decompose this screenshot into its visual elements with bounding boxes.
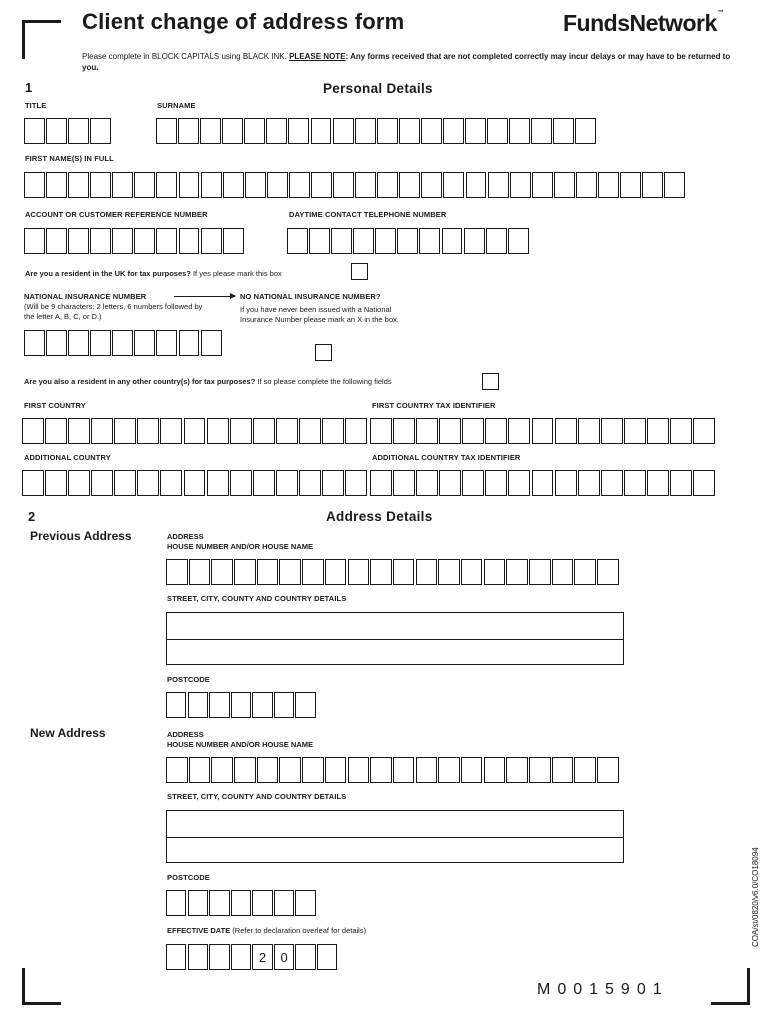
char-box[interactable] <box>576 172 597 198</box>
char-box[interactable] <box>333 172 354 198</box>
previous-address-label: ADDRESS <box>167 532 204 541</box>
char-box[interactable] <box>311 118 332 144</box>
char-box[interactable] <box>578 418 600 444</box>
char-box[interactable] <box>188 692 208 718</box>
char-box[interactable] <box>189 559 211 585</box>
char-box[interactable] <box>345 418 367 444</box>
char-box[interactable] <box>112 228 133 254</box>
char-box[interactable] <box>156 118 177 144</box>
char-box[interactable] <box>370 757 392 783</box>
char-box[interactable] <box>370 559 392 585</box>
char-box[interactable] <box>664 172 685 198</box>
char-box[interactable] <box>266 118 287 144</box>
char-box[interactable] <box>230 418 252 444</box>
char-box[interactable] <box>91 418 113 444</box>
char-box[interactable] <box>134 330 155 356</box>
char-box[interactable] <box>68 172 89 198</box>
char-box[interactable] <box>279 757 301 783</box>
char-box[interactable] <box>355 118 376 144</box>
char-box[interactable] <box>201 172 222 198</box>
char-box[interactable] <box>184 470 206 496</box>
first-country-boxes[interactable] <box>22 418 367 444</box>
char-box[interactable] <box>46 118 67 144</box>
char-box[interactable] <box>597 757 619 783</box>
char-box[interactable] <box>529 559 551 585</box>
char-box[interactable] <box>207 418 229 444</box>
char-box[interactable] <box>574 559 596 585</box>
previous-street-label: STREET, CITY, COUNTY AND COUNTRY DETAILS <box>167 594 347 603</box>
char-box[interactable] <box>302 757 324 783</box>
char-box[interactable] <box>416 418 438 444</box>
ni-number-help: (Will be 9 characters: 2 letters, 6 numbers followed by the letter A, B, C, or D.) <box>24 302 203 321</box>
char-box[interactable] <box>253 418 275 444</box>
char-box[interactable] <box>134 172 155 198</box>
char-box[interactable] <box>267 172 288 198</box>
previous-house-label: HOUSE NUMBER AND/OR HOUSE NAME <box>167 542 313 551</box>
char-box[interactable] <box>693 470 715 496</box>
char-box[interactable] <box>484 559 506 585</box>
char-box[interactable] <box>370 418 392 444</box>
char-box[interactable] <box>112 172 133 198</box>
char-box[interactable] <box>166 944 186 970</box>
new-address-heading: New Address <box>30 726 106 740</box>
ni-number-label: NATIONAL INSURANCE NUMBER <box>24 292 147 301</box>
first-names-label: FIRST NAME(S) IN FULL <box>25 154 114 163</box>
char-box[interactable] <box>24 330 45 356</box>
title-boxes[interactable] <box>24 118 111 144</box>
other-resident-hint: If so please complete the following fields <box>255 377 392 386</box>
additional-country-tax-boxes[interactable] <box>370 470 715 496</box>
char-box[interactable] <box>276 418 298 444</box>
char-box[interactable] <box>234 757 256 783</box>
char-box[interactable] <box>348 559 370 585</box>
new-street-field[interactable] <box>166 810 624 863</box>
ni-arrow <box>174 296 235 297</box>
char-box[interactable] <box>370 470 392 496</box>
char-box[interactable] <box>252 692 272 718</box>
char-box[interactable] <box>598 172 619 198</box>
char-box[interactable] <box>508 228 529 254</box>
char-box[interactable] <box>510 172 531 198</box>
char-box[interactable] <box>209 692 229 718</box>
char-box[interactable] <box>464 228 485 254</box>
previous-street-field[interactable] <box>166 612 624 665</box>
char-box[interactable] <box>209 890 229 916</box>
char-box[interactable] <box>22 470 44 496</box>
corner-mark-top-left <box>22 20 61 59</box>
char-box[interactable] <box>419 228 440 254</box>
char-box[interactable] <box>348 757 370 783</box>
daytime-phone-label: DAYTIME CONTACT TELEPHONE NUMBER <box>289 210 447 219</box>
char-box[interactable] <box>257 559 279 585</box>
char-box[interactable] <box>555 470 577 496</box>
char-box[interactable] <box>90 118 111 144</box>
char-box[interactable] <box>137 470 159 496</box>
char-box[interactable] <box>24 172 45 198</box>
char-box[interactable] <box>231 890 251 916</box>
char-box[interactable] <box>624 470 646 496</box>
char-box[interactable] <box>295 944 315 970</box>
char-box[interactable] <box>647 418 669 444</box>
char-box[interactable] <box>399 172 420 198</box>
char-box[interactable] <box>68 228 89 254</box>
form-title: Client change of address form <box>82 9 405 34</box>
char-box[interactable] <box>438 559 460 585</box>
char-box[interactable] <box>299 470 321 496</box>
char-box[interactable] <box>223 228 244 254</box>
char-box[interactable] <box>531 118 552 144</box>
char-box[interactable] <box>442 228 463 254</box>
char-box[interactable] <box>252 890 272 916</box>
char-box[interactable] <box>377 118 398 144</box>
char-box[interactable] <box>620 172 641 198</box>
char-box[interactable] <box>393 559 415 585</box>
char-box[interactable] <box>488 172 509 198</box>
char-box[interactable] <box>506 559 528 585</box>
other-resident-checkbox[interactable] <box>482 373 499 390</box>
field-divider <box>167 639 623 640</box>
char-box[interactable] <box>465 118 486 144</box>
char-box[interactable] <box>230 470 252 496</box>
char-box[interactable] <box>438 757 460 783</box>
char-box[interactable] <box>486 228 507 254</box>
char-box[interactable] <box>189 757 211 783</box>
char-box[interactable] <box>222 118 243 144</box>
char-box[interactable] <box>299 418 321 444</box>
char-box[interactable] <box>166 692 186 718</box>
effective-date-boxes[interactable] <box>166 944 337 970</box>
daytime-phone-boxes[interactable] <box>287 228 529 254</box>
previous-house-boxes[interactable] <box>166 559 619 585</box>
char-box[interactable] <box>295 692 315 718</box>
char-box[interactable] <box>508 418 530 444</box>
please-note-label: PLEASE NOTE <box>289 52 346 61</box>
previous-address-labels <box>167 532 313 552</box>
title-label: TITLE <box>25 101 47 110</box>
char-box[interactable] <box>68 118 89 144</box>
trademark-symbol: ™ <box>717 10 724 16</box>
char-box[interactable] <box>179 330 200 356</box>
no-ni-checkbox[interactable] <box>315 344 332 361</box>
char-box[interactable] <box>160 470 182 496</box>
char-box[interactable] <box>393 470 415 496</box>
char-box[interactable] <box>90 172 111 198</box>
section-1-number: 1 <box>25 80 33 95</box>
fundsnetwork-logo <box>563 10 723 37</box>
char-box[interactable] <box>325 559 347 585</box>
char-box[interactable] <box>554 172 575 198</box>
other-resident-question <box>24 377 392 386</box>
char-box[interactable] <box>421 172 442 198</box>
first-country-tax-boxes[interactable] <box>370 418 715 444</box>
char-box[interactable] <box>466 172 487 198</box>
char-box[interactable] <box>231 692 251 718</box>
uk-resident-hint: If yes please mark this box <box>190 269 282 278</box>
char-box[interactable] <box>188 944 208 970</box>
char-box[interactable] <box>575 118 596 144</box>
char-box[interactable]: 0 <box>274 944 294 970</box>
char-box[interactable] <box>211 559 233 585</box>
char-box[interactable] <box>200 118 221 144</box>
char-box[interactable] <box>506 757 528 783</box>
first-names-boxes[interactable] <box>24 172 685 198</box>
char-box[interactable] <box>624 418 646 444</box>
char-box[interactable] <box>393 418 415 444</box>
char-box[interactable] <box>532 172 553 198</box>
new-house-boxes[interactable] <box>166 757 619 783</box>
new-house-label: HOUSE NUMBER AND/OR HOUSE NAME <box>167 740 313 749</box>
char-box[interactable] <box>331 228 352 254</box>
char-box[interactable] <box>355 172 376 198</box>
corner-mark-bottom-right <box>711 968 750 1005</box>
char-box[interactable] <box>188 890 208 916</box>
char-box[interactable] <box>670 470 692 496</box>
char-box[interactable] <box>156 330 177 356</box>
char-box[interactable] <box>274 692 294 718</box>
address-details-heading: Address Details <box>326 509 433 524</box>
previous-address-heading: Previous Address <box>30 529 132 543</box>
char-box[interactable] <box>231 944 251 970</box>
char-box[interactable] <box>276 470 298 496</box>
char-box[interactable] <box>552 559 574 585</box>
char-box[interactable] <box>421 118 442 144</box>
char-box[interactable] <box>393 757 415 783</box>
char-box[interactable] <box>112 330 133 356</box>
new-street-label: STREET, CITY, COUNTY AND COUNTRY DETAILS <box>167 792 347 801</box>
instructions-suffix: : Any forms received that are not completed correctly may incur delays or may have to be returned to you. <box>82 52 731 72</box>
surname-boxes[interactable] <box>156 118 596 144</box>
char-box[interactable] <box>601 470 623 496</box>
char-box[interactable] <box>601 418 623 444</box>
char-box[interactable] <box>345 470 367 496</box>
char-box[interactable] <box>484 757 506 783</box>
char-box[interactable] <box>461 757 483 783</box>
char-box[interactable] <box>90 228 111 254</box>
char-box[interactable] <box>416 470 438 496</box>
account-reference-boxes[interactable] <box>24 228 244 254</box>
char-box[interactable] <box>462 470 484 496</box>
char-box[interactable] <box>209 944 229 970</box>
other-resident-question-text: Are you also a resident in any other country(s) for tax purposes? <box>24 377 256 386</box>
char-box[interactable] <box>309 228 330 254</box>
char-box[interactable] <box>578 470 600 496</box>
char-box[interactable] <box>274 890 294 916</box>
char-box[interactable] <box>137 418 159 444</box>
effective-date-label <box>167 926 366 935</box>
char-box[interactable] <box>353 228 374 254</box>
char-box[interactable] <box>670 418 692 444</box>
surname-label: SURNAME <box>157 101 196 110</box>
section-2-number: 2 <box>28 509 36 524</box>
char-box[interactable] <box>647 470 669 496</box>
additional-country-tax-label: ADDITIONAL COUNTRY TAX IDENTIFIER <box>372 453 521 462</box>
char-box[interactable] <box>642 172 663 198</box>
additional-country-label: ADDITIONAL COUNTRY <box>24 453 111 462</box>
first-country-tax-label: FIRST COUNTRY TAX IDENTIFIER <box>372 401 496 410</box>
char-box[interactable] <box>68 470 90 496</box>
uk-resident-question <box>25 269 282 278</box>
char-box[interactable] <box>555 418 577 444</box>
account-reference-label: ACCOUNT OR CUSTOMER REFERENCE NUMBER <box>25 210 208 219</box>
char-box[interactable] <box>574 757 596 783</box>
previous-postcode-label: POSTCODE <box>167 675 210 684</box>
char-box[interactable] <box>439 418 461 444</box>
char-box[interactable] <box>485 470 507 496</box>
char-box[interactable] <box>244 118 265 144</box>
char-box[interactable] <box>553 118 574 144</box>
char-box[interactable] <box>485 418 507 444</box>
logo-text: FundsNetwork <box>563 10 717 36</box>
new-address-label: ADDRESS <box>167 730 204 739</box>
char-box[interactable] <box>114 418 136 444</box>
char-box[interactable] <box>134 228 155 254</box>
additional-country-boxes[interactable] <box>22 470 367 496</box>
uk-resident-question-text: Are you a resident in the UK for tax purposes? <box>25 269 191 278</box>
char-box[interactable] <box>166 559 188 585</box>
char-box[interactable] <box>46 228 67 254</box>
uk-resident-checkbox[interactable] <box>351 263 368 280</box>
char-box[interactable] <box>552 757 574 783</box>
char-box[interactable] <box>166 757 188 783</box>
char-box[interactable] <box>461 559 483 585</box>
no-ni-label: NO NATIONAL INSURANCE NUMBER? <box>240 292 381 301</box>
char-box[interactable] <box>178 118 199 144</box>
char-box[interactable] <box>45 418 67 444</box>
char-box[interactable] <box>317 944 337 970</box>
instructions-prefix: Please complete in BLOCK CAPITALS using BLACK INK. <box>82 52 290 61</box>
char-box[interactable] <box>90 330 111 356</box>
char-box[interactable] <box>156 228 177 254</box>
char-box[interactable] <box>487 118 508 144</box>
first-country-label: FIRST COUNTRY <box>24 401 86 410</box>
char-box[interactable] <box>529 757 551 783</box>
char-box[interactable] <box>24 118 45 144</box>
char-box[interactable] <box>509 118 530 144</box>
effective-date-hint: (Refer to declaration overleaf for details) <box>230 926 367 935</box>
char-box[interactable] <box>322 418 344 444</box>
char-box[interactable] <box>333 118 354 144</box>
char-box[interactable] <box>508 470 530 496</box>
char-box[interactable] <box>201 330 222 356</box>
char-box[interactable] <box>234 559 256 585</box>
char-box[interactable] <box>325 757 347 783</box>
char-box[interactable] <box>302 559 324 585</box>
form-reference-number: M0015901 <box>537 981 669 998</box>
char-box[interactable] <box>279 559 301 585</box>
char-box[interactable] <box>289 172 310 198</box>
ni-number-boxes[interactable] <box>24 330 222 356</box>
personal-details-heading: Personal Details <box>323 81 433 96</box>
no-ni-help: If you have never been issued with a National Insurance Number please mark an X in the box. <box>240 305 399 324</box>
char-box[interactable] <box>45 470 67 496</box>
new-postcode-label: POSTCODE <box>167 873 210 882</box>
char-box[interactable] <box>322 470 344 496</box>
char-box[interactable] <box>439 470 461 496</box>
char-box[interactable] <box>211 757 233 783</box>
char-box[interactable] <box>443 172 464 198</box>
char-box[interactable] <box>253 470 275 496</box>
char-box[interactable] <box>114 470 136 496</box>
char-box[interactable] <box>166 890 186 916</box>
char-box[interactable] <box>179 172 200 198</box>
char-box[interactable] <box>295 890 315 916</box>
char-box[interactable] <box>156 172 177 198</box>
field-divider <box>167 837 623 838</box>
char-box[interactable] <box>207 470 229 496</box>
char-box[interactable] <box>257 757 279 783</box>
form-version-code: COA/st/0820/v6.0/CO18094 <box>751 847 760 947</box>
char-box[interactable] <box>68 418 90 444</box>
char-box[interactable] <box>693 418 715 444</box>
char-box[interactable] <box>311 172 332 198</box>
char-box[interactable] <box>22 418 44 444</box>
new-address-labels <box>167 730 313 750</box>
char-box[interactable] <box>597 559 619 585</box>
char-box[interactable] <box>179 228 200 254</box>
char-box[interactable] <box>375 228 396 254</box>
char-box[interactable] <box>462 418 484 444</box>
char-box[interactable] <box>377 172 398 198</box>
char-box[interactable] <box>288 118 309 144</box>
char-box[interactable] <box>68 330 89 356</box>
char-box[interactable] <box>287 228 308 254</box>
previous-postcode-boxes[interactable] <box>166 692 316 718</box>
new-postcode-boxes[interactable] <box>166 890 316 916</box>
char-box[interactable] <box>443 118 464 144</box>
char-box[interactable] <box>184 418 206 444</box>
char-box[interactable] <box>201 228 222 254</box>
instructions <box>82 51 742 73</box>
effective-date-label-text: EFFECTIVE DATE <box>167 926 231 935</box>
char-box[interactable] <box>399 118 420 144</box>
char-box[interactable] <box>24 228 45 254</box>
char-box[interactable] <box>46 330 67 356</box>
char-box[interactable] <box>397 228 418 254</box>
char-box[interactable] <box>160 418 182 444</box>
char-box[interactable] <box>416 757 438 783</box>
char-box[interactable] <box>46 172 67 198</box>
char-box[interactable] <box>91 470 113 496</box>
char-box[interactable] <box>532 418 554 444</box>
char-box[interactable] <box>223 172 244 198</box>
char-box[interactable] <box>532 470 554 496</box>
char-box[interactable] <box>416 559 438 585</box>
corner-mark-bottom-left <box>22 968 61 1005</box>
char-box[interactable] <box>245 172 266 198</box>
char-box[interactable]: 2 <box>252 944 272 970</box>
